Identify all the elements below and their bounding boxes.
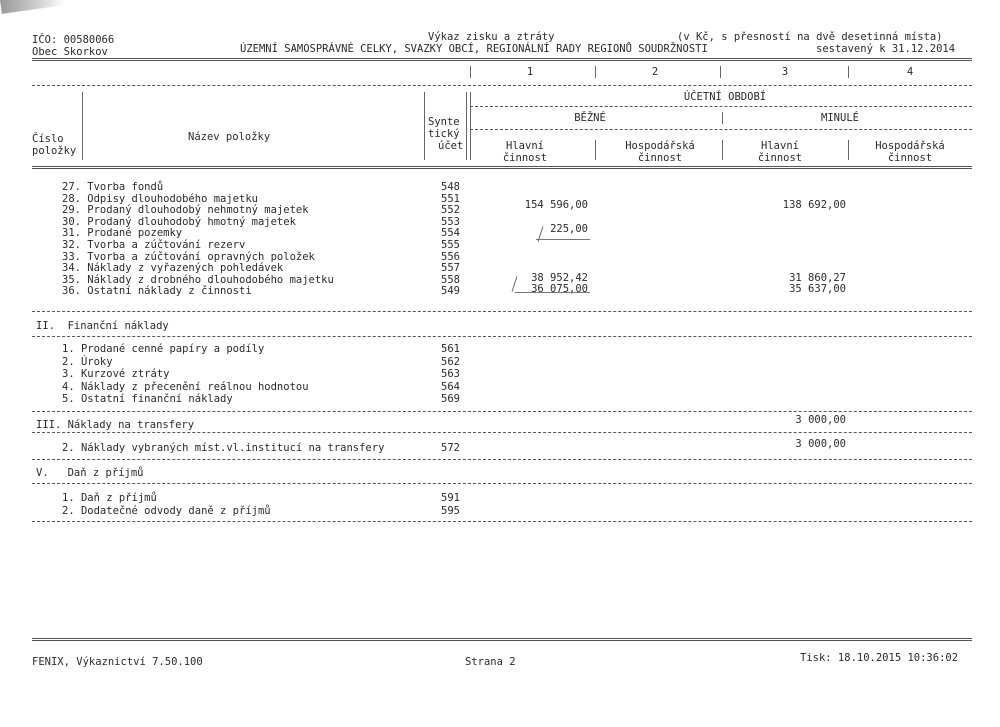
header-divider [32,58,972,61]
divider [32,336,972,337]
col-sep [82,92,83,160]
item-label: 27. Tvorba fondů [62,181,164,193]
col-sep [848,140,849,160]
item-account: 555 [441,239,460,251]
report-date: sestavený k 31.12.2014 [816,43,956,55]
report-title: Výkaz zisku a ztráty [428,31,555,43]
item-account: 561 [441,343,460,355]
account-header-2: tický [428,128,460,140]
item-label: 2. Dodatečné odvody daně z příjmů [62,505,271,517]
col-sep [466,92,467,160]
item-current-main: 225,00 [550,223,588,236]
software-version: FENIX, Výkaznictví 7.50.100 [32,656,203,668]
item-account: 548 [441,181,460,193]
item-current-main: 36 075,00 [531,283,588,296]
item-label: 4. Náklady z přecenění reálnou hodnotou [62,380,309,393]
divider [32,311,972,312]
divider [470,106,972,107]
divider [32,432,972,433]
page-number: Strana 2 [465,656,516,668]
header-bottom-divider [32,166,972,169]
col1-header-1: Hlavní [506,140,544,152]
col-sep [595,140,596,160]
item-label: 30. Prodaný dlouhodobý hmotný majetek [62,215,296,228]
item-account: 554 [441,227,460,240]
current-period-header: BĚŽNÉ [574,112,606,124]
previous-period-header: MINULÉ [821,112,859,124]
item-account: 591 [441,492,460,504]
item-account: 595 [441,505,460,517]
item-account: 564 [441,380,460,393]
item-label: 35. Náklady z drobného dlouhodobého majetku [62,273,334,286]
print-timestamp: Tisk: 18.10.2015 10:36:02 [800,652,959,664]
item-name-header: Název položky [188,131,271,143]
item-account: 553 [441,215,460,228]
transfer-row-prev: 3 000,00 [795,438,846,450]
account-header-1: Synte [428,116,460,128]
item-number-header-1: Číslo [32,133,64,145]
municipality-name: Obec Skorkov [32,46,108,58]
col2-header-1: Hospodářská [625,140,695,152]
item-account: 552 [441,204,460,217]
col-sep [470,92,471,160]
item-number-header-2: položky [32,145,77,157]
item-label: 36. Ostatní náklady z činnosti [62,285,252,298]
col-sep [470,66,471,78]
item-previous-main: 35 637,00 [789,283,846,296]
col2-header-2: činnost [637,152,683,164]
item-account: 556 [441,250,460,263]
col3-header-2: činnost [757,152,803,164]
handwritten-underline [515,292,590,293]
col-sep [424,92,425,160]
divider [32,85,972,86]
transfer-row-account: 572 [441,442,460,454]
item-label: 31. Prodané pozemky [62,227,183,240]
item-label: 3. Kurzové ztráty [62,368,170,380]
item-label: 1. Daň z příjmů [62,492,157,504]
accounting-period-header: ÚČETNÍ OBDOBÍ [683,91,767,103]
section-financial-costs: II. Finanční náklady [36,320,169,332]
report-subtitle: ÚZEMNÍ SAMOSPRÁVNÉ CELKY, SVAZKY OBCÍ, REGIONÁLNÍ RADY REGIONŮ SOUDRŽNOSTI [240,43,708,55]
item-current-main: 38 952,42 [531,271,588,284]
divider [32,483,972,484]
item-account: 549 [441,285,460,298]
col-sep [720,66,721,78]
footer-divider [32,638,972,641]
units-note: (v Kč, s přesností na dvě desetinná místa) [677,31,943,43]
transfer-costs-prev: 3 000,00 [795,414,846,426]
col-number-3: 3 [781,66,789,78]
ico-label: IČO: 00580066 [32,34,115,46]
item-account: 569 [441,393,460,405]
item-account: 563 [441,368,460,380]
divider [32,521,972,522]
scan-artifact [0,0,81,14]
item-label: 28. Odpisy dlouhodobého majetku [62,192,258,205]
item-label: 34. Náklady z vyřazených pohledávek [62,262,284,275]
divider [32,411,972,412]
divider [32,459,972,460]
item-previous-main: 138 692,00 [782,198,846,211]
item-label: 29. Prodaný dlouhodobý nehmotný majetek [62,204,309,217]
item-account: 557 [441,262,460,275]
item-label: 2. Úroky [62,355,113,368]
col-sep [722,140,723,160]
col-number-2: 2 [651,66,659,78]
item-label: 1. Prodané cenné papíry a podíly [62,343,265,355]
section-income-tax: V. Daň z příjmů [36,467,144,479]
col4-header-1: Hospodářská [875,140,945,152]
col1-header-2: činnost [502,152,548,164]
col3-header-1: Hlavní [761,140,799,152]
handwritten-underline [536,239,590,240]
account-header-3: účet [438,140,464,152]
col-sep [848,66,849,78]
item-current-main: 154 596,00 [524,198,588,211]
item-account: 562 [441,355,460,368]
item-label: 32. Tvorba a zúčtování rezerv [62,239,246,251]
col4-header-2: činnost [887,152,933,164]
item-account: 558 [441,273,460,286]
col-number-4: 4 [906,66,914,78]
col-sep [595,66,596,78]
item-label: 33. Tvorba a zúčtování opravných položek [62,250,315,263]
item-label: 5. Ostatní finanční náklady [62,393,233,405]
col-sep [722,112,723,124]
col-number-1: 1 [526,66,534,78]
transfer-row-label: 2. Náklady vybraných míst.vl.institucí na transfery [62,442,385,454]
item-account: 551 [441,192,460,205]
divider [470,129,972,130]
section-transfer-costs: III. Náklady na transfery [36,419,195,431]
item-previous-main: 31 860,27 [789,271,846,284]
